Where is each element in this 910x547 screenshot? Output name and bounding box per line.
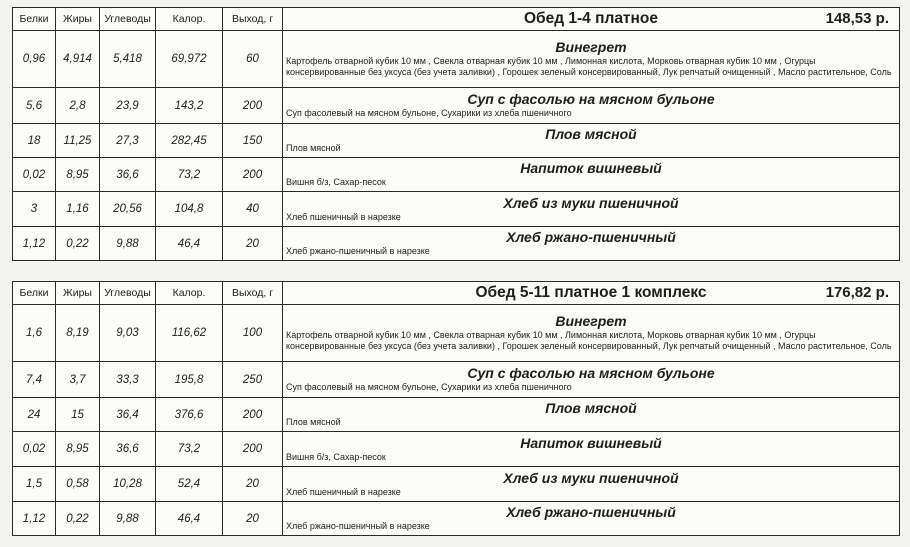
menu-title-cell <box>283 8 900 31</box>
table-row <box>13 192 900 227</box>
protein-value: 0,96 <box>13 31 56 88</box>
weight-value: 200 <box>223 432 283 467</box>
fat-value: 15 <box>56 398 100 432</box>
weight-value: 60 <box>223 31 283 88</box>
fat-value: 4,914 <box>56 31 100 88</box>
dish-name: Хлеб ржано-пшеничный <box>506 504 676 520</box>
col-kcal-header: Калор. <box>156 8 223 31</box>
menu-title: Обед 1-4 платное <box>524 10 658 27</box>
kcal-value: 73,2 <box>156 158 223 192</box>
dish-cell <box>283 31 900 88</box>
fat-value: 2,8 <box>56 88 100 124</box>
dish-cell <box>283 362 900 398</box>
kcal-value: 143,2 <box>156 88 223 124</box>
weight-value: 20 <box>223 502 283 536</box>
menu-title: Обед 5-11 платное 1 комплекс <box>475 284 707 301</box>
col-weight-header: Выход, г <box>223 8 283 31</box>
dish-cell <box>283 398 900 432</box>
weight-value: 20 <box>223 227 283 261</box>
dish-ingredients: Плов мясной <box>286 417 341 427</box>
dish-ingredients: Вишня б/з, Сахар-песок <box>286 451 386 462</box>
kcal-value: 104,8 <box>156 192 223 227</box>
fat-value: 8,19 <box>56 305 100 362</box>
weight-value: 200 <box>223 398 283 432</box>
kcal-value: 52,4 <box>156 467 223 502</box>
protein-value: 3 <box>13 192 56 227</box>
col-fat-header: Жиры <box>56 8 100 31</box>
dish-cell <box>283 88 900 124</box>
weight-value: 200 <box>223 88 283 124</box>
dish-name: Напиток вишневый <box>520 434 662 451</box>
dish-name: Винегрет <box>555 39 627 55</box>
dish-ingredients: Вишня б/з, Сахар-песок <box>286 177 386 187</box>
col-carbs-header: Углеводы <box>100 282 156 305</box>
weight-value: 100 <box>223 305 283 362</box>
menu-header-row <box>13 282 900 305</box>
dish-ingredients: Хлеб пшеничный в нарезке <box>286 486 401 497</box>
table-row <box>13 362 900 398</box>
carbs-value: 20,56 <box>100 192 156 227</box>
dish-name: Суп с фасолью на мясном бульоне <box>467 365 715 381</box>
weight-value: 200 <box>223 158 283 192</box>
menu-price: 176,82 р. <box>825 284 889 301</box>
dish-cell <box>283 227 900 261</box>
dish-ingredients: Хлеб пшеничный в нарезке <box>286 211 401 222</box>
dish-cell <box>283 432 900 467</box>
fat-value: 0,22 <box>56 227 100 261</box>
carbs-value: 9,88 <box>100 502 156 536</box>
col-carbs-header: Углеводы <box>100 8 156 31</box>
fat-value: 8,95 <box>56 158 100 192</box>
carbs-value: 10,28 <box>100 467 156 502</box>
menu-table-2 <box>12 281 900 536</box>
dish-cell <box>283 502 900 536</box>
dish-name: Винегрет <box>555 313 627 329</box>
dish-ingredients: Суп фасолевый на мясном бульоне, Сухарики из хлеба пшеничного <box>286 382 572 392</box>
fat-value: 11,25 <box>56 124 100 158</box>
table-row <box>13 398 900 432</box>
kcal-value: 69,972 <box>156 31 223 88</box>
weight-value: 150 <box>223 124 283 158</box>
dish-name: Хлеб из муки пшеничной <box>503 469 679 486</box>
weight-value: 250 <box>223 362 283 398</box>
protein-value: 5,6 <box>13 88 56 124</box>
dish-ingredients: Плов мясной <box>286 143 341 153</box>
table-row <box>13 227 900 261</box>
protein-value: 1,12 <box>13 502 56 536</box>
dish-ingredients: Картофель отварной кубик 10 мм , Свекла отварная кубик 10 мм , Лимонная кислота, Морковь отварная кубик 10 мм , Огурцы консервированные без уксуса (без учета заливки) , Горошек зеленый консервированный, Лук репчатый очищенный , Масло растительное, Соль <box>286 330 892 351</box>
table-row <box>13 124 900 158</box>
protein-value: 0,02 <box>13 432 56 467</box>
table-row <box>13 31 900 88</box>
col-protein-header: Белки <box>13 282 56 305</box>
menu-table-1 <box>12 7 900 261</box>
table-row <box>13 88 900 124</box>
dish-cell <box>283 305 900 362</box>
dish-name: Хлеб ржано-пшеничный <box>506 229 676 245</box>
protein-value: 0,02 <box>13 158 56 192</box>
carbs-value: 23,9 <box>100 88 156 124</box>
col-fat-header: Жиры <box>56 282 100 305</box>
dish-ingredients: Хлеб ржано-пшеничный в нарезке <box>286 521 430 531</box>
table-row <box>13 502 900 536</box>
protein-value: 1,12 <box>13 227 56 261</box>
dish-name: Плов мясной <box>545 126 637 142</box>
carbs-value: 36,6 <box>100 432 156 467</box>
carbs-value: 33,3 <box>100 362 156 398</box>
carbs-value: 9,88 <box>100 227 156 261</box>
col-protein-header: Белки <box>13 8 56 31</box>
kcal-value: 195,8 <box>156 362 223 398</box>
protein-value: 18 <box>13 124 56 158</box>
dish-name: Плов мясной <box>545 400 637 416</box>
fat-value: 8,95 <box>56 432 100 467</box>
col-kcal-header: Калор. <box>156 282 223 305</box>
carbs-value: 5,418 <box>100 31 156 88</box>
protein-value: 1,6 <box>13 305 56 362</box>
carbs-value: 9,03 <box>100 305 156 362</box>
carbs-value: 36,6 <box>100 158 156 192</box>
table-row <box>13 467 900 502</box>
kcal-value: 282,45 <box>156 124 223 158</box>
kcal-value: 73,2 <box>156 432 223 467</box>
col-weight-header: Выход, г <box>223 282 283 305</box>
menu-price: 148,53 р. <box>825 10 889 27</box>
dish-ingredients: Картофель отварной кубик 10 мм , Свекла отварная кубик 10 мм , Лимонная кислота, Морковь отварная кубик 10 мм , Огурцы консервированные без уксуса (без учета заливки) , Горошек зеленый консервированный, Лук репчатый очищенный , Масло растительное, Соль <box>286 56 892 77</box>
protein-value: 7,4 <box>13 362 56 398</box>
weight-value: 20 <box>223 467 283 502</box>
dish-cell <box>283 124 900 158</box>
protein-value: 24 <box>13 398 56 432</box>
carbs-value: 36,4 <box>100 398 156 432</box>
dish-cell <box>283 158 900 192</box>
kcal-value: 46,4 <box>156 502 223 536</box>
fat-value: 3,7 <box>56 362 100 398</box>
table-row <box>13 158 900 192</box>
kcal-value: 376,6 <box>156 398 223 432</box>
protein-value: 1,5 <box>13 467 56 502</box>
dish-name: Хлеб из муки пшеничной <box>503 194 679 211</box>
fat-value: 0,58 <box>56 467 100 502</box>
dish-ingredients: Суп фасолевый на мясном бульоне, Сухарики из хлеба пшеничного <box>286 108 572 118</box>
kcal-value: 46,4 <box>156 227 223 261</box>
table-row <box>13 432 900 467</box>
weight-value: 40 <box>223 192 283 227</box>
dish-name: Суп с фасолью на мясном бульоне <box>467 91 715 107</box>
fat-value: 1,16 <box>56 192 100 227</box>
dish-cell <box>283 467 900 502</box>
table-row <box>13 305 900 362</box>
menu-header-row <box>13 8 900 31</box>
fat-value: 0,22 <box>56 502 100 536</box>
kcal-value: 116,62 <box>156 305 223 362</box>
menu-title-cell <box>283 282 900 305</box>
carbs-value: 27,3 <box>100 124 156 158</box>
dish-cell <box>283 192 900 227</box>
dish-ingredients: Хлеб ржано-пшеничный в нарезке <box>286 246 430 256</box>
dish-name: Напиток вишневый <box>520 160 662 176</box>
